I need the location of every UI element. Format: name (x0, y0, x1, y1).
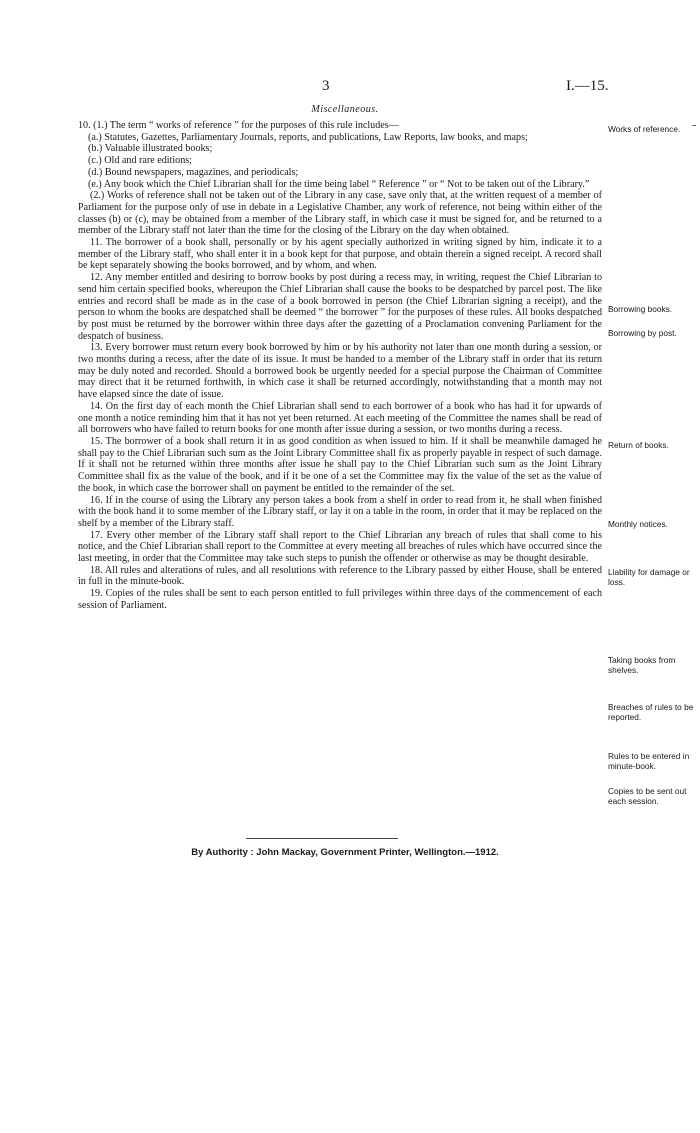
rule-17: 17. Every other member of the Library staff shall report to the Chief Librarian any breach of rules that shall come to his notice, and the Chief Librarian shall report to the Committee at every meeting all breaches of rules which have occurred since the last meeting, in order that the Committee may take such steps to punish the offender or otherwise as may be thought desirable. (78, 529, 602, 565)
rules-body (78, 120, 602, 612)
list-item: (c.) Old and rare editions; (88, 155, 192, 167)
margin-note-breaches: Breaches of rules to be reported. (608, 702, 694, 722)
printer-authority: By Authority : John Mackay, Government Printer, Wellington.—1912. (191, 847, 499, 858)
margin-note-borrowing-by-post: Borrowing by post. (608, 328, 677, 338)
rule-15: 15. The borrower of a book shall return it in as good condition as when issued to him. If it shall be meanwhile damaged he shall pay to the Chief Librarian such sum as the Joint Library Committee shall fix as properly payable in respect of such damage. If it shall not be returned within three months after issue he shall pay to the Chief Librarian such sum as the Joint Library Committee shall fix as the value of the book, and if it be one of a set the Committee may fix the value of the set as the value of the book, in which case the borrower shall on payment be entitled to the remainder of the set. (78, 435, 602, 494)
margin-note-borrowing-books: Borrowing books. (608, 304, 673, 314)
section-heading: Miscellaneous. (311, 104, 379, 115)
rule-18: 18. All rules and alterations of rules, and all resolutions with reference to the Library passed by either House, shall be entered in full in the minute-book. (78, 564, 602, 588)
margin-note-minute-book: Rules to be entered in minute-book. (608, 751, 690, 771)
footer-divider (246, 838, 398, 839)
rule-10-intro: 10. (1.) The term “ works of reference ” for the purposes of this rule includes— (78, 120, 399, 131)
document-reference: I.—15. (566, 78, 609, 94)
margin-note-taking-books: Taking books from shelves. (608, 655, 676, 675)
list-item: (b.) Valuable illustrated books; (88, 143, 213, 155)
works-of-reference-list (88, 132, 602, 191)
rule-12: 12. Any member entitled and desiring to borrow books by post during a recess may, in writing, request the Chief Librarian to send him certain specified books, whereupon the Chief Librarian shall cause the books to be despatched by parcel post. The like entries and record shall be made as in the case of a book borrowed in person (the Chief Librarian signing a receipt), and the person to whom the books are despatched shall be deemed “ the borrower ” for the purposes of these rules. All books despatched by post must be returned by the borrower within three days after the gazetting of a Proclamation convening Parliament for the despatch of business. (78, 272, 602, 342)
margin-note-monthly-notices: Monthly notices. (608, 519, 668, 529)
page-number: 3 (322, 78, 330, 94)
rule-13: 13. Every borrower must return every book borrowed by him or by his authority not later than one month during a session, or two months during a recess, after the date of its issue. It must be handed to a member of the Library staff in order that its return may be duly noted and recorded. Should a borrowed book be urgently needed for a special purpose the Chairman of Committee may direct that it be returned forthwith, in which case it shall be returned accordingly, notwithstanding that a month may not have elapsed since the date of issue. (78, 342, 602, 401)
list-item: (a.) Statutes, Gazettes, Parliamentary Journals, reports, and publications, Law Reports, law books, and maps; (88, 131, 528, 143)
rule-11: 11. The borrower of a book shall, personally or by his agent specially authorized in writing signed by him, indicate it to a member of the Library staff, who shall enter it in a book kept for that purpose, and obtain therein a signed receipt. A record shall be kept separately showing the books borrowed, and by whom, and when. (78, 237, 602, 272)
rule-16: 16. If in the course of using the Library any person takes a book from a shelf in order to read from it, he shall when finished with the book hand it to some member of the Library staff, or lay it on a table in the room, in order that it may be replaced on the shelf by a member of the Library staff. (78, 494, 602, 529)
margin-note-liability: Liability for damage or loss. (608, 567, 690, 587)
list-item: (e.) Any book which the Chief Librarian shall for the time being label “ Reference ” or “ Not to be taken out of the Library.” (88, 178, 590, 190)
margin-note-return-of-books: Return of books. (608, 440, 669, 450)
list-item: (d.) Bound newspapers, magazines, and periodicals; (88, 166, 299, 178)
rule-19: 19. Copies of the rules shall be sent to each person entitled to full privileges within three days of the commencement of each session of Parliament. (78, 588, 602, 611)
margin-note-copies: Copies to be sent out each session. (608, 786, 687, 806)
margin-note-works-of-reference: Works of reference. (608, 124, 681, 134)
rule-14: 14. On the first day of each month the Chief Librarian shall send to each borrower of a book who has had it for upwards of one month a notice reminding him that it has not yet been returned. At each meeting of the Committee the names shall be read of all borrowers who have failed to return books for one month after issue during a session, or two months during a recess. (78, 400, 602, 436)
rule-10-subsection-2: (2.) Works of reference shall not be taken out of the Library in any case, save only that, at the written request of a member of Parliament for the purpose only of use in debate in a Legislative Chamber, any work of reference, not being within either of the classes (b) or (c), may be obtained from a member of the Library staff, in which case it must be signed for, and be returned to a member of the Library staff not later than the time for the closing of the Library on the day when obtained. (78, 190, 602, 237)
